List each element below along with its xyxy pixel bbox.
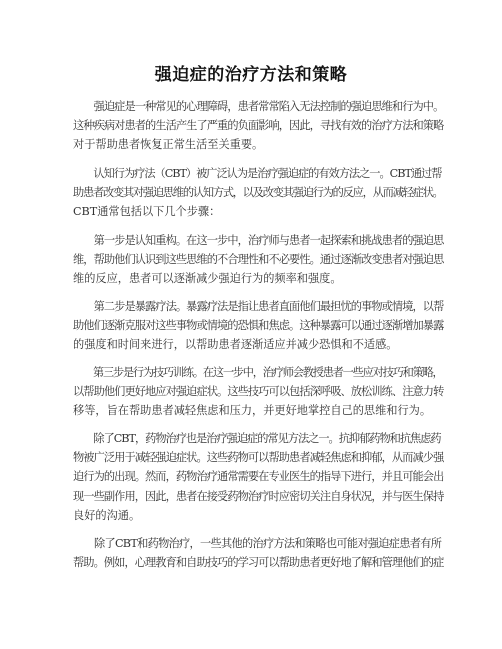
paragraph-line: 物被广泛用于减轻强迫症状。这些药物可以帮助患者减轻焦虑和抑郁，从而减少强: [73, 451, 444, 465]
paragraph-line: 移等，旨在帮助患者减轻焦虑和压力，并更好地掌控自己的思维和行为。: [73, 404, 432, 418]
paragraph-line: 认知行为疗法（CBT）被广泛认为是治疗强迫症的有效方法之一。CBT通过帮: [73, 167, 442, 180]
paragraph-line: 除了CBT和药物治疗，一些其他的治疗方法和策略也可能对强迫症患者有所: [73, 537, 442, 550]
paragraph-line: 维的反应，患者可以逐渐减少强迫行为的频率和强度。: [73, 272, 342, 286]
paragraph-line: 除了CBT，药物治疗也是治疗强迫症的常见方法之一。抗抑郁药物和抗焦虑药: [73, 432, 441, 445]
paragraph-1: [73, 97, 443, 155]
paragraph-4: [73, 297, 443, 355]
paragraph-line: 维，帮助他们认识到这些思维的不合理性和不必要性。通过逐渐改变患者对强迫思: [73, 253, 444, 267]
paragraph-line: 第一步是认知重构。在这一步中，治疗师与患者一起探索和挑战患者的强迫思: [73, 234, 444, 247]
document-title: 强迫症的治疗方法和策略: [154, 65, 348, 85]
paragraph-line: 对于帮助患者恢复正常生活至关重要。: [73, 138, 264, 152]
paragraph-line: 助患者改变其对强迫思维的认知方式，以及改变其强迫行为的反应，从而减轻症状。: [73, 186, 443, 200]
paragraph-line: 第三步是行为技巧训练。在这一步中，治疗师会教授患者一些应对技巧和策略，: [73, 366, 443, 379]
paragraph-line: 的强度和时间来进行，以帮助患者逐渐适应并减少恐惧和不适感。: [73, 338, 398, 352]
paragraph-6: [73, 429, 443, 525]
paragraph-line: 这种疾病对患者的生活产生了严重的负面影响，因此，寻找有效的治疗方法和策略: [73, 119, 444, 133]
paragraph-3: [73, 231, 443, 289]
paragraph-line: 助他们逐渐克服对这些事物或情境的恐惧和焦虑。这种暴露可以通过逐渐增加暴露: [73, 319, 444, 333]
paragraph-line: 强迫症是一种常见的心理障碍，患者常常陷入无法控制的强迫思维和行为中。: [73, 100, 444, 113]
paragraph-line: CBT通常包括以下几个步骤：: [73, 205, 221, 219]
paragraph-5: [73, 363, 443, 421]
paragraph-7: [73, 534, 443, 572]
paragraph-line: 以帮助他们更好地应对强迫症状。这些技巧可以包括深呼吸、放松训练、注意力转: [73, 385, 444, 399]
paragraph-2: [73, 164, 443, 222]
paragraph-line: 迫行为的出现。然而，药物治疗通常需要在专业医生的指导下进行，并且可能会出: [73, 470, 444, 484]
paragraph-line: 现一些副作用，因此，患者在接受药物治疗时应密切关注自身状况，并与医生保持: [73, 489, 444, 503]
paragraph-line: 第二步是暴露疗法。暴露疗法是指让患者直面他们最担忧的事物或情境，以帮: [73, 300, 444, 313]
paragraph-line: 良好的沟通。: [73, 508, 141, 522]
paragraph-line: 帮助。例如，心理教育和自助技巧的学习可以帮助患者更好地了解和管理他们的症: [73, 556, 444, 570]
